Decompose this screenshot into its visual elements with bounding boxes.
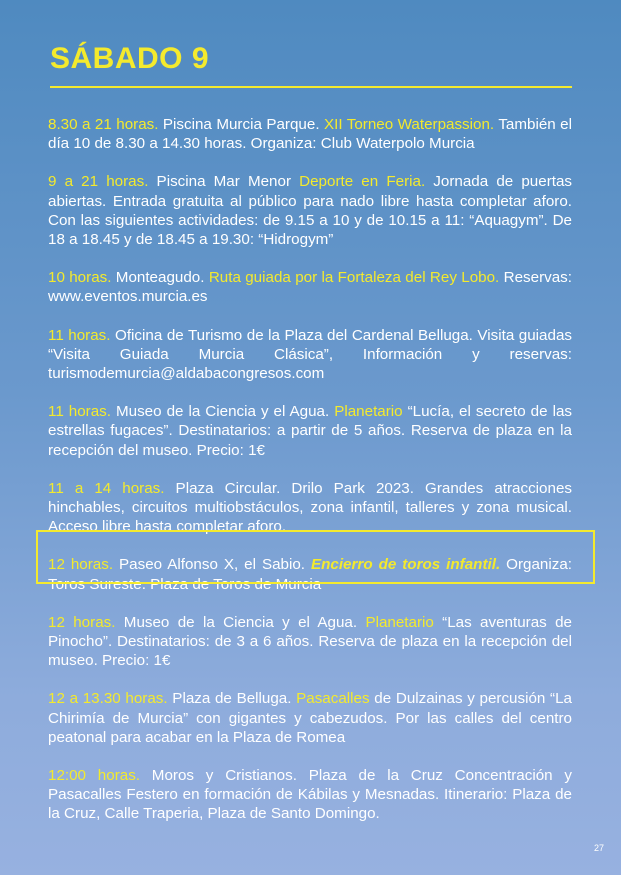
event-time: 11 horas. — [48, 403, 111, 421]
event-time: 12 a 13.30 horas. — [48, 690, 168, 708]
event-highlight: Planetario — [365, 613, 434, 631]
event-text: Plaza de Belluga. — [167, 690, 297, 708]
event-item — [48, 115, 572, 153]
event-time: 12 horas. — [48, 556, 114, 574]
event-time: 12:00 horas. — [48, 767, 141, 785]
event-text: También el día 10 de 8.30 a 14.30 horas. Organiza: Club Waterpolo Murcia — [48, 116, 572, 153]
event-time: 11 a 14 horas. — [48, 479, 165, 497]
event-highlight: Pasacalles — [296, 690, 370, 708]
event-text: Jornada de puertas abiertas. Entrada gratuita al público para nado libre hasta completar aforo. Con las siguientes actividades: de 9.15 a 10 y de 10.15 a 11: “Aquagym”. De 18 a 18.45 y de 18.45 a 19.30: “Hidrogym” — [48, 173, 573, 249]
event-text: Oficina de Turismo de la Plaza del Cardenal Belluga. Visita guiadas “Visita Guiada Murcia Clásica”, Información y reservas: turismodemurcia@aldabacongresos.com — [48, 326, 572, 383]
event-text: Paseo Alfonso X, el Sabio. — [113, 556, 311, 574]
featured-event-frame — [36, 530, 595, 584]
event-highlight: Encierro de toros infantil. — [310, 556, 501, 574]
event-text: “Las aventuras de Pinocho”. Destinatarios: de 3 a 6 años. Reserva de plaza en la recepción del museo. Precio: 1€ — [48, 613, 572, 670]
event-item — [48, 479, 572, 537]
event-highlight: Deporte en Feria. — [299, 173, 426, 191]
event-text: “Lucía, el secreto de las estrellas fugaces”. Destinatarios: a partir de 5 años. Reserva de plaza en la recepción del museo. Precio: 1€ — [48, 403, 572, 459]
event-time: 10 horas. — [48, 269, 112, 287]
event-time: 11 horas. — [48, 326, 111, 344]
event-text: Moros y Cristianos. Plaza de la Cruz Concentración y Pasacalles Festero en formación de Kábilas y Mesnadas. Itinerario: Plaza de la Cruz, Calle Traperia, Plaza de Santo Domingo. — [48, 767, 572, 823]
event-highlight: XII Torneo Waterpassion. — [324, 116, 495, 133]
event-item — [48, 689, 572, 747]
event-item — [48, 172, 572, 249]
event-item — [48, 402, 572, 460]
event-time: 8.30 a 21 horas. — [48, 116, 159, 133]
event-list — [48, 115, 572, 843]
event-text: Museo de la Ciencia y el Agua. — [115, 613, 366, 631]
event-text: Reservas: www.eventos.murcia.es — [48, 269, 572, 306]
event-item — [48, 268, 572, 306]
page-title: SÁBADO 9 — [50, 42, 210, 75]
event-highlight: Ruta guiada por la Fortaleza del Rey Lobo. — [208, 269, 500, 287]
event-item — [48, 613, 572, 671]
page-number: 27 — [593, 843, 604, 853]
event-time: 12 horas. — [48, 613, 116, 631]
event-text: Monteagudo. — [111, 269, 209, 287]
event-text: de Dulzainas y percusión “La Chirimía de Murcia” con gigantes y cabezudos. Por las calles del centro peatonal para acabar en la Plaza de Romea — [48, 690, 573, 746]
title-underline — [50, 86, 572, 88]
event-item — [48, 326, 572, 384]
event-highlight: Planetario — [334, 403, 403, 421]
event-text: Piscina Mar Menor — [148, 173, 300, 191]
event-item — [48, 766, 572, 824]
event-text: Museo de la Ciencia y el Agua. — [110, 403, 335, 421]
event-text: Piscina Murcia Parque. — [158, 116, 324, 133]
event-text: Plaza Circular. Drilo Park 2023. Grandes atracciones hinchables, circuitos multiobstáculos, zona infantil, talleres y zona musical. Acceso libre hasta completar aforo. — [48, 479, 572, 536]
event-text: Organiza: Toros Sureste. Plaza de Toros de Murcia — [48, 556, 572, 593]
event-time: 9 a 21 horas. — [48, 173, 149, 191]
